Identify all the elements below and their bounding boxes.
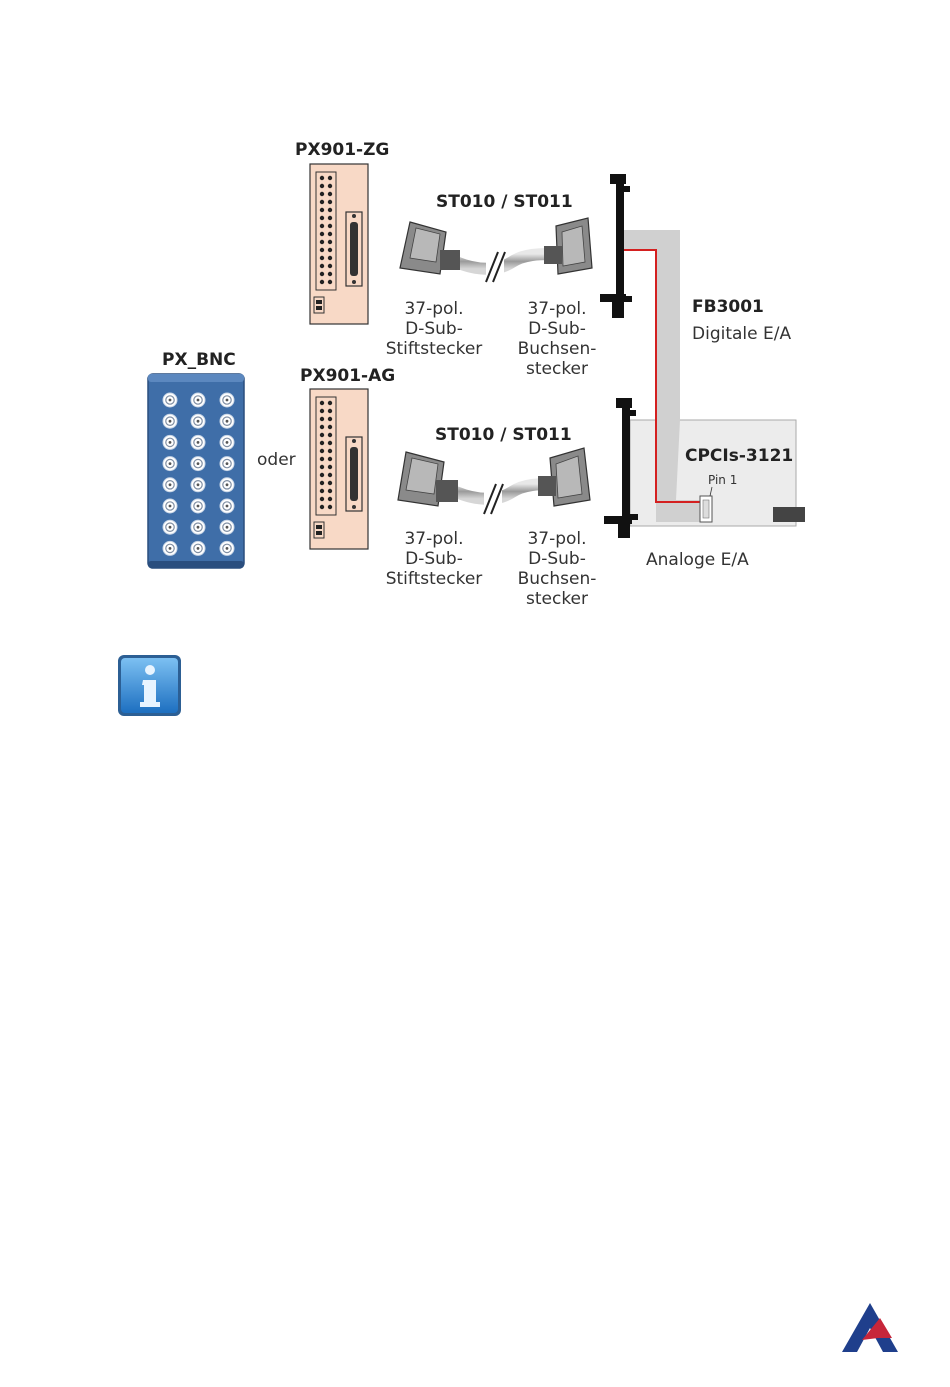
caption-line: D-Sub- — [528, 319, 586, 339]
bnc-connector — [191, 457, 205, 471]
cable-bottom-label: ST010 / ST011 — [435, 425, 572, 445]
cable-bottom — [398, 448, 590, 514]
male-connector-bottom-caption — [384, 529, 484, 589]
male-connector-top-caption — [384, 299, 484, 359]
bnc-connector — [163, 478, 177, 492]
bnc-connector — [163, 393, 177, 407]
caption-line: 37-pol. — [527, 299, 587, 319]
bnc-connector — [191, 499, 205, 513]
female-connector-top-caption — [507, 299, 607, 379]
male-connector-top — [400, 222, 460, 274]
bnc-connector — [220, 414, 234, 428]
bnc-connector — [191, 393, 205, 407]
caption-line: 37-pol. — [404, 299, 464, 319]
bnc-connector — [220, 499, 234, 513]
caption-line: stecker — [525, 359, 588, 379]
caption-line: Stiftstecker — [385, 339, 483, 359]
bnc-connector — [163, 520, 177, 534]
px-bnc-box — [148, 374, 244, 568]
px901-zg-label: PX901-ZG — [295, 140, 390, 160]
caption-line: D-Sub- — [405, 549, 463, 569]
bnc-connector — [163, 457, 177, 471]
digital-io-label: Digitale E/A — [692, 324, 792, 344]
bnc-connector — [220, 478, 234, 492]
analog-io-label: Analoge E/A — [646, 550, 749, 570]
bnc-connector — [220, 541, 234, 555]
cable-top — [400, 218, 592, 282]
px-bnc-label: PX_BNC — [162, 350, 236, 370]
caption-line: 37-pol. — [404, 529, 464, 549]
caption-line: stecker — [525, 589, 588, 609]
fb3001-label: FB3001 — [692, 297, 764, 317]
bnc-connector — [191, 541, 205, 555]
bnc-connector — [191, 435, 205, 449]
caption-line: 37-pol. — [527, 529, 587, 549]
female-connector-bottom-caption — [507, 529, 607, 609]
caption-line: Stiftstecker — [385, 569, 483, 589]
px901-ag-label: PX901-AG — [300, 366, 396, 386]
bnc-connector — [163, 435, 177, 449]
bnc-connector — [220, 520, 234, 534]
px901-zg-board — [310, 164, 368, 324]
bnc-connector — [220, 435, 234, 449]
caption-line: D-Sub- — [528, 549, 586, 569]
pin1-label: Pin 1 — [708, 473, 738, 487]
px901-ag-board — [310, 389, 368, 549]
info-icon — [118, 655, 181, 716]
bnc-connector — [163, 541, 177, 555]
caption-line: Buchsen- — [517, 569, 597, 589]
bnc-connector — [163, 414, 177, 428]
bnc-connector — [191, 520, 205, 534]
bnc-connector — [220, 393, 234, 407]
cable-top-label: ST010 / ST011 — [436, 192, 573, 212]
cpcis-3121-label: CPCIs-3121 — [685, 446, 794, 466]
female-connector-top — [544, 218, 592, 274]
bnc-connector — [220, 457, 234, 471]
company-logo — [842, 1303, 898, 1352]
caption-line: D-Sub- — [405, 319, 463, 339]
bnc-connector — [163, 499, 177, 513]
bnc-connector — [191, 478, 205, 492]
male-connector-bottom — [398, 452, 458, 506]
female-connector-bottom — [538, 448, 590, 506]
oder-label: oder — [257, 450, 296, 470]
caption-line: Buchsen- — [517, 339, 597, 359]
bnc-connector — [191, 414, 205, 428]
